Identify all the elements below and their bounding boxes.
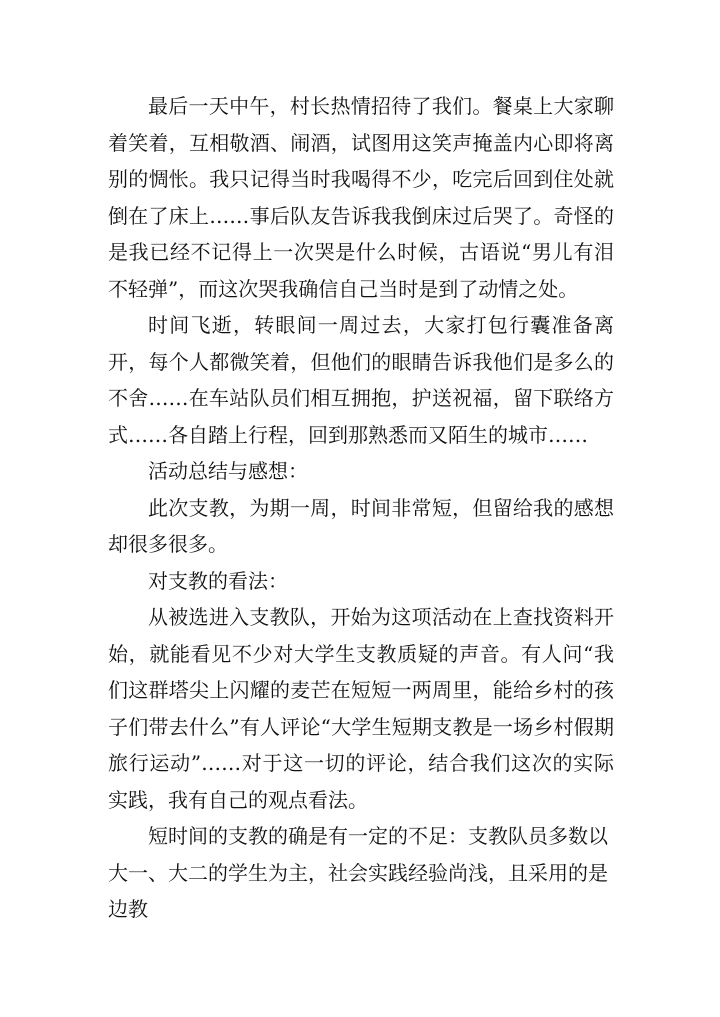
heading-summary: 活动总结与感想：: [148, 459, 308, 483]
document-body: [108, 88, 614, 928]
heading-views: 对支教的看法：: [148, 568, 288, 593]
paragraph-farewell-lunch: 最后一天中午，村长热情招待了我们。餐桌上大家聊着笑着，互相敬酒、闹酒，试图用这笑声掩盖内心即将离别的惆怅。我只记得当时我喝得不少，吃完后回到住处就倒在了床上……事后队友告诉我我倒床过后哭了。奇怪的是我已经不记得上一次哭是什么时候，古语说“男儿有泪不轻弹”，而这次哭我确信自己当时是到了动情之处。: [108, 94, 614, 301]
paragraph-departure: 时间飞逝，转眼间一周过去，大家打包行囊准备离开，每个人都微笑着，但他们的眼睛告诉我他们是多么的不舍……在车站队员们相互拥抱，护送祝福，留下联络方式……各自踏上行程，回到那熟悉而又陌生的城市……: [108, 313, 614, 447]
paragraph-shortcomings: 短时间的支教的确是有一定的不足：支教队员多数以大一、大二的学生为主，社会实践经验尚浅，且采用的是边教: [108, 824, 608, 921]
paragraph-summary: 此次支教，为期一周，时间非常短，但留给我的感想却很多很多。: [108, 495, 614, 556]
paragraph-views: 从被选进入支教队，开始为这项活动在上查找资料开始，就能看见不少对大学生支教质疑的声音。有人问“我们这群塔尖上闪耀的麦芒在短短一两周里，能给乡村的孩子们带去什么”有人评论“大学生短期支教是一场乡村假期旅行运动”……对于这一切的评论，结合我们这次的实际实践，我有自己的观点看法。: [108, 605, 614, 812]
